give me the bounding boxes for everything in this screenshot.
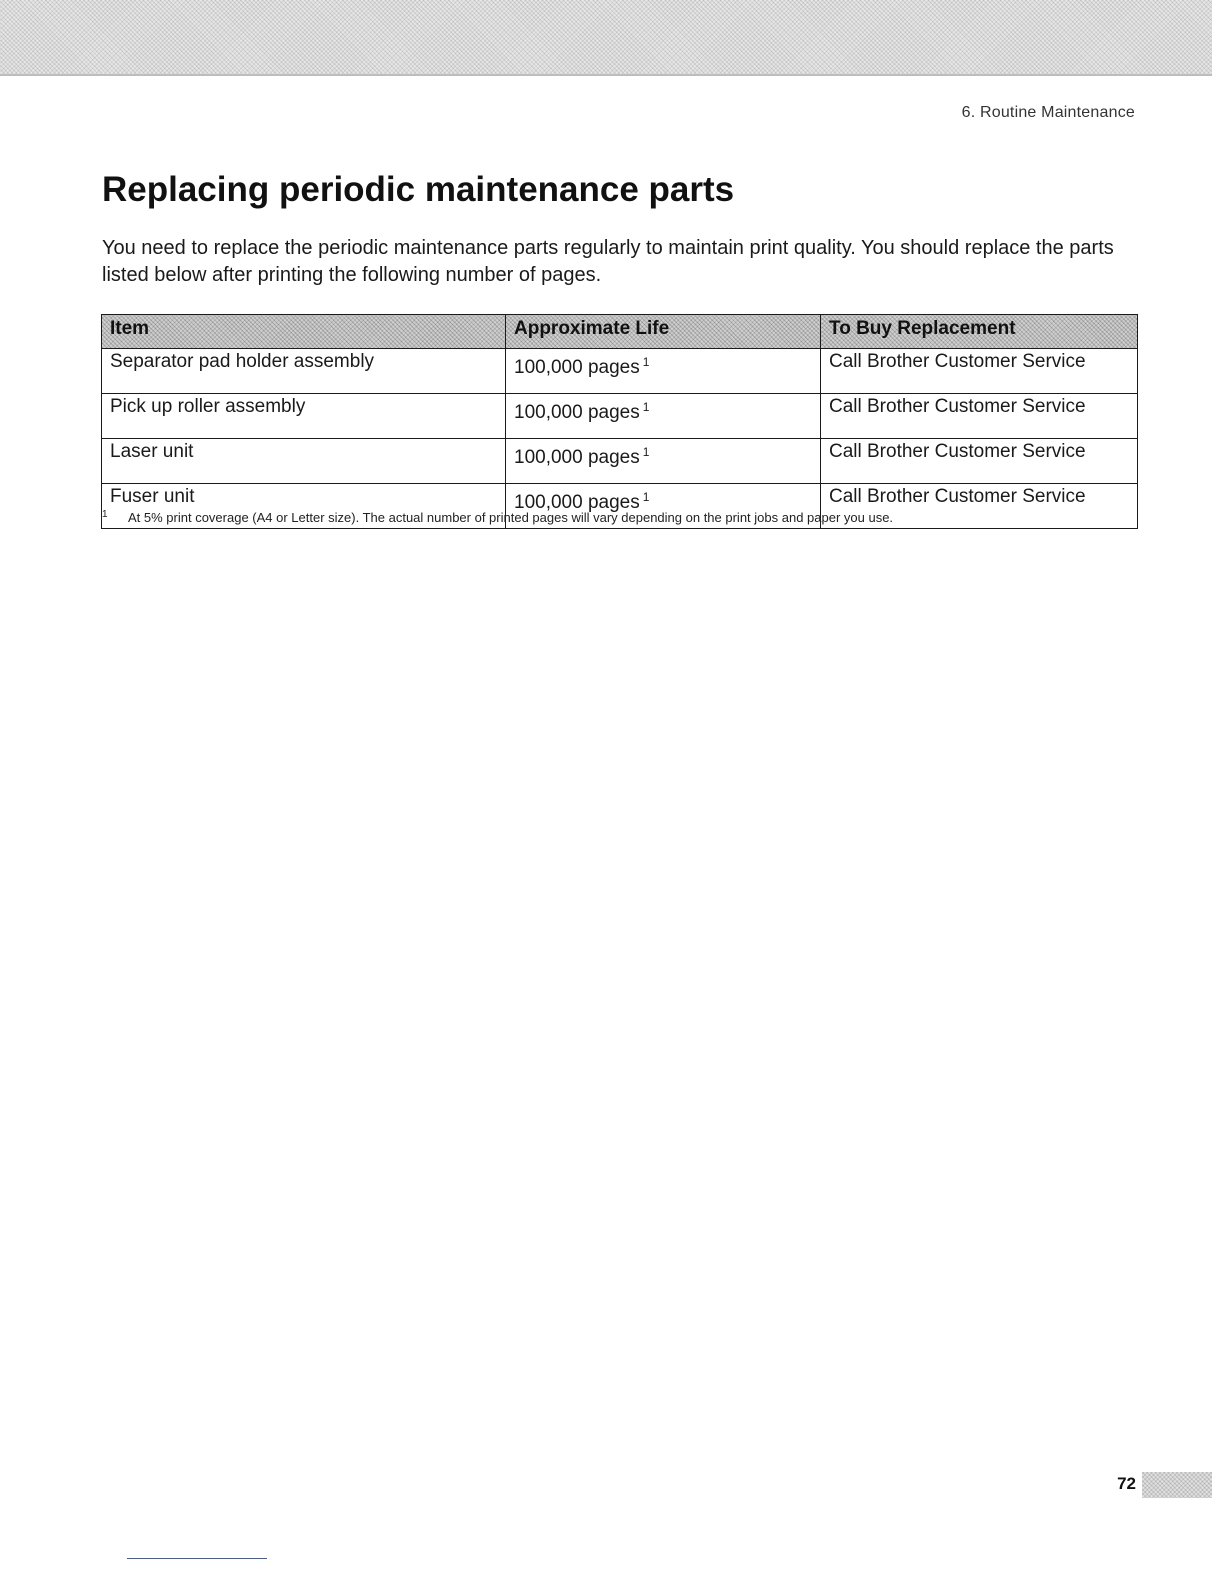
buy-cell: Call Brother Customer Service xyxy=(821,484,1138,529)
footnote-mark: 1 xyxy=(102,509,108,520)
buy-cell: Call Brother Customer Service xyxy=(821,394,1138,439)
item-cell: Pick up roller assembly xyxy=(102,394,506,439)
column-header-to-buy-replacement: To Buy Replacement xyxy=(821,315,1138,349)
page-tab-band xyxy=(1142,1472,1212,1498)
item-cell: Separator pad holder assembly xyxy=(102,349,506,394)
chapter-label: 6. Routine Maintenance xyxy=(961,104,1135,121)
bottom-rule xyxy=(127,1558,267,1559)
life-value: 100,000 pages xyxy=(514,492,640,513)
life-cell xyxy=(506,394,821,439)
item-cell: Laser unit xyxy=(102,439,506,484)
item-cell: Fuser unit xyxy=(102,484,506,529)
column-header-approximate-life: Approximate Life xyxy=(506,315,821,349)
table-header-row xyxy=(102,315,1138,349)
table-row xyxy=(102,394,1138,439)
footnote xyxy=(102,510,1142,525)
page-number: 72 xyxy=(1117,1474,1136,1493)
life-value: 100,000 pages xyxy=(514,357,640,378)
table-row xyxy=(102,439,1138,484)
footnote-ref: 1 xyxy=(642,490,650,504)
buy-cell: Call Brother Customer Service xyxy=(821,439,1138,484)
intro-paragraph: You need to replace the periodic maintenance parts regularly to maintain print quality. You should replace the parts listed below after printing the following number of pages. xyxy=(102,237,1114,286)
footnote-ref: 1 xyxy=(642,400,650,414)
buy-cell: Call Brother Customer Service xyxy=(821,349,1138,394)
footnote-ref: 1 xyxy=(642,445,650,459)
maintenance-parts-table xyxy=(101,314,1138,529)
header-band xyxy=(0,0,1212,76)
life-cell xyxy=(506,349,821,394)
life-value: 100,000 pages xyxy=(514,447,640,468)
footnote-ref: 1 xyxy=(642,355,650,369)
footnote-text: At 5% print coverage (A4 or Letter size). The actual number of printed pages will vary depending on the print jobs and paper you use. xyxy=(128,510,894,525)
life-value: 100,000 pages xyxy=(514,402,640,423)
life-cell xyxy=(506,439,821,484)
column-header-item: Item xyxy=(102,315,506,349)
page-title: Replacing periodic maintenance parts xyxy=(102,170,735,209)
table-row xyxy=(102,349,1138,394)
